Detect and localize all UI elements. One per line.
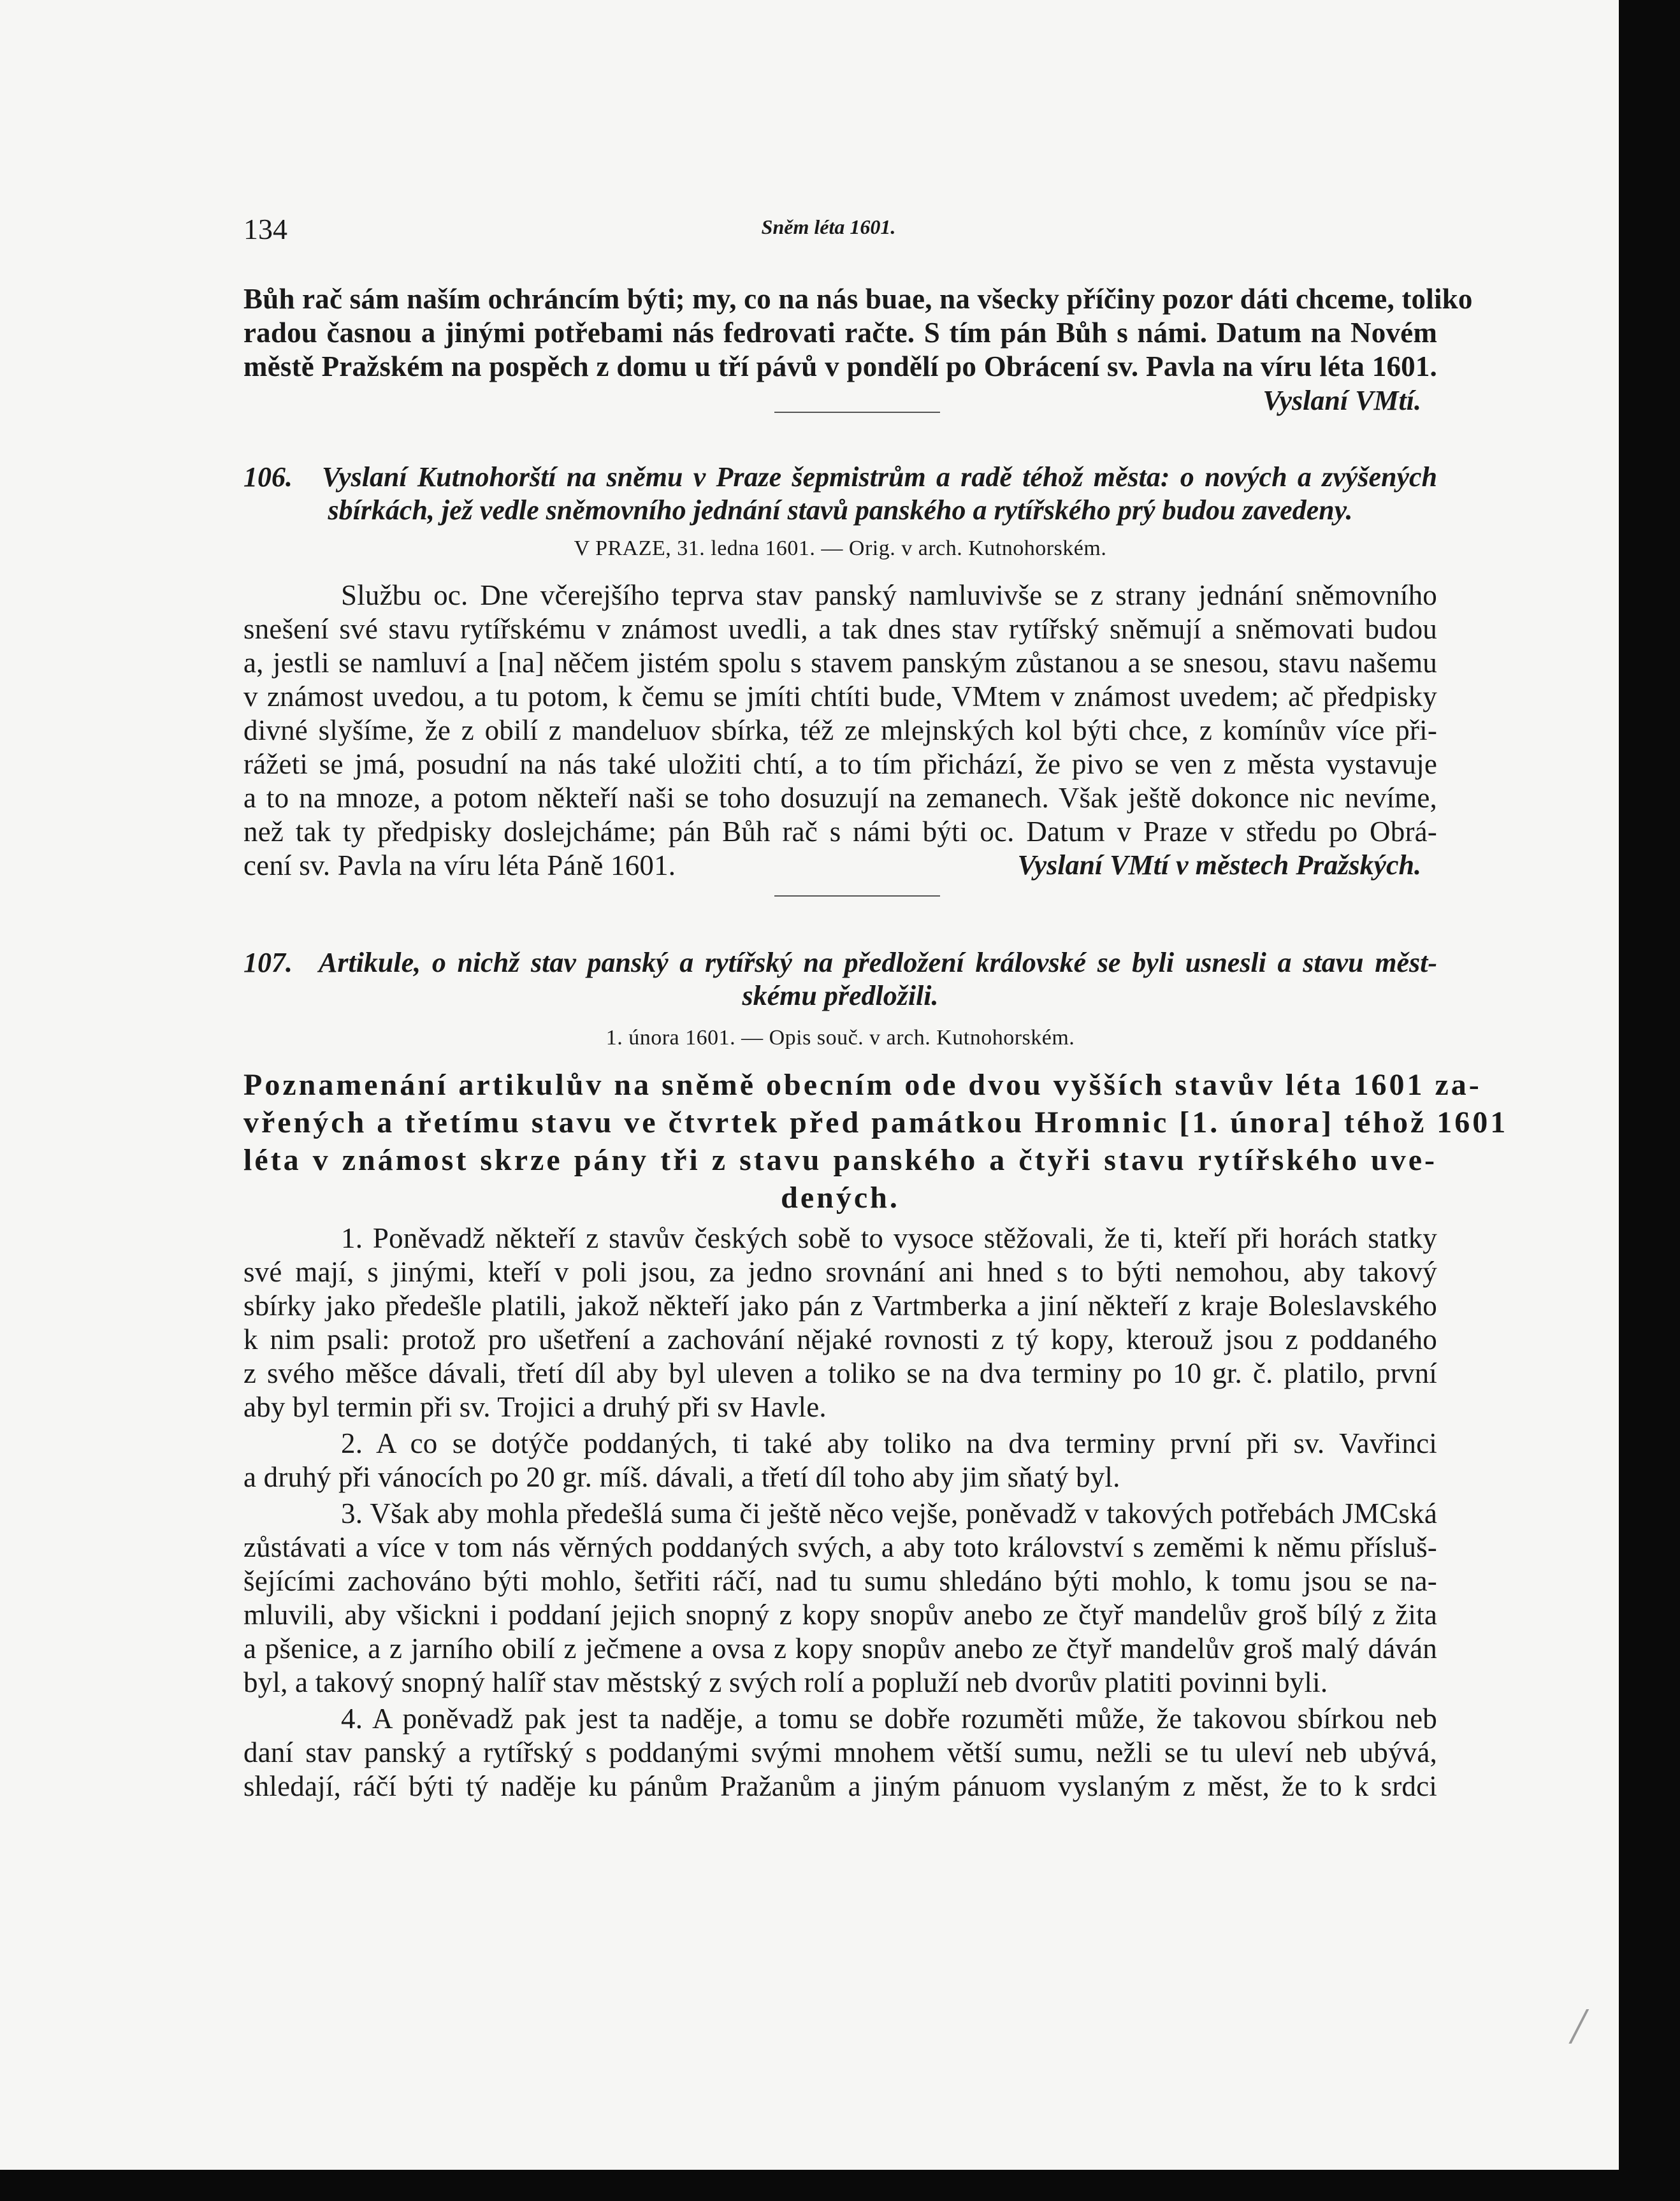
document-heading: sbírkách, jež vedle sněmovního jednání stavů panského a rytířského prý budou zavedeny. — [328, 494, 1353, 526]
document-heading: Vyslaní Kutnohorští na sněmu v Praze šepmistrům a radě téhož města: o nových a zvýšených — [322, 461, 1437, 493]
signature: Vyslaní VMtí. — [1263, 385, 1421, 416]
running-title: Sněm léta 1601. — [761, 215, 896, 238]
text-line: shledají, ráčí býti tý naděje ku pánům Pražanům a jiným pánuom vyslaným z měst, že to k srdci — [243, 1770, 1437, 1802]
articles-title: léta v známost skrze pány tři z stavu panského a čtyři stavu rytířského uve- — [243, 1143, 1437, 1177]
text-line: Bůh rač sám naším ochráncím býti; my, co na nás buae, na všecky příčiny pozor dáti chceme, toliko — [243, 283, 1473, 315]
text-line: městě Pražském na pospěch z domu u tří pávů v pondělí po Obrácení sv. Pavla na víru léta 1601. — [243, 350, 1437, 382]
text-line: byl, a takový snopný halíř stav městský z svých rolí a popluží neb dvorův platiti povinni byli. — [243, 1666, 1328, 1698]
text-line: šejícími zachováno býti mohlo, šetřiti ráčí, nad tu sumu shledáno býti mohlo, k tomu jsou se na- — [243, 1565, 1437, 1597]
text-line: a to na mnoze, a potom někteří naši se toho dosuzují na zemanech. Však ještě dokonce nic nevíme, — [243, 782, 1437, 814]
text-line: daní stav panský a rytířský s poddanými svými mnohem větší sumu, nežli se tu uleví neb ubývá, — [243, 1736, 1437, 1768]
text-line: mluvili, aby všickni i poddaní jejich snopný z kopy snopův anebo ze čtyř mandelův groš bílý z žita — [243, 1599, 1437, 1631]
text-line: divné slyšíme, že z obilí z mandeluov sbírka, též ze mlejnských kol býti chce, z komínův více při- — [243, 714, 1437, 746]
document-number: 107. — [243, 947, 293, 978]
text-line: rážeti se jmá, posudní na nás také uložiti chtí, a to tím přichází, že pivo se ven z města vystavuje — [243, 748, 1437, 780]
page-number: 134 — [243, 213, 287, 245]
text-line: a pšenice, a z jarního obilí z ječmene a ovsa z kopy snopův anebo ze čtyř mandelův groš malý dáván — [243, 1633, 1437, 1664]
articles-title: vřených a třetímu stavu ve čtvrtek před památkou Hromnic [1. února] téhož 1601 — [243, 1106, 1509, 1139]
text-line: 1. Poněvadž někteří z stavův českých sobě to vysoce stěžovali, že ti, kteří při horách statky — [341, 1222, 1437, 1254]
text-line: v známost uvedou, a tu potom, k čemu se jmíti chtíti bude, VMtem v známost uvedem; ač předpisky — [243, 681, 1437, 712]
document-dating: 1. února 1601. — Opis souč. v arch. Kutnohorském. — [605, 1026, 1075, 1050]
text-line: 2. A co se dotýče poddaných, ti také aby toliko na dva terminy první při sv. Vavřinci — [341, 1427, 1437, 1459]
text-line: aby byl termin při sv. Trojici a druhý při sv Havle. — [243, 1391, 827, 1423]
section-divider — [774, 895, 940, 897]
pencil-mark: / — [1571, 1998, 1586, 2054]
document-number: 106. — [243, 461, 293, 493]
articles-title: Poznamenání artikulův na sněmě obecním ode dvou vyšších stavův léta 1601 za- — [243, 1068, 1482, 1102]
text-line: k nim psali: protož pro ušetření a zachování nějaké rovnosti z tý kopy, kterouž jsou z poddaného — [243, 1324, 1437, 1355]
text-line: 4. A poněvadž pak jest ta naděje, a tomu se dobře rozuměti může, že takovou sbírkou neb — [341, 1703, 1437, 1735]
text-line: 3. Však aby mohla předešlá suma či ještě něco vejše, poněvadž v takových potřebách JMCská — [341, 1497, 1437, 1529]
text-line: sbírky jako předešle platili, jakož někteří jako pán z Vartmberka a jiní někteří z kraje Boleslavského — [243, 1290, 1437, 1322]
text-line: než tak ty předpisky doslejcháme; pán Bůh rač s námi býti oc. Datum v Praze v středu po Obrá- — [243, 816, 1437, 848]
text-line: radou časnou a jinými potřebami nás fedrovati račte. S tím pán Bůh s námi. Datum na Novém — [243, 317, 1437, 349]
signature: Vyslaní VMtí v městech Pražských. — [1017, 849, 1421, 881]
articles-title: dených. — [781, 1181, 900, 1215]
document-dating: V PRAZE, 31. ledna 1601. — Orig. v arch. Kutnohorském. — [574, 537, 1107, 560]
text-line: a druhý při vánocích po 20 gr. míš. dávali, a třetí díl toho aby jim sňatý byl. — [243, 1461, 1120, 1493]
document-heading: skému předložili. — [742, 980, 939, 1011]
text-line: snešení své stavu rytířskému v známost uvedli, a tak dnes stav rytířský sněmují a sněmovati budou — [243, 613, 1437, 645]
text-line: a, jestli se namluví a [na] něčem jistém spolu s stavem panským zůstanou a se snesou, stavu našemu — [243, 647, 1437, 679]
text-line: z svého měšce dávali, třetí díl aby byl uleven a toliko se na dva terminy po 10 gr. č. platilo, první — [243, 1357, 1437, 1389]
text-line: Službu oc. Dne včerejšího teprva stav panský namluvivše se z strany jednání sněmovního — [341, 579, 1437, 611]
document-heading: Artikule, o nichž stav panský a rytířský na předložení královské se byli usnesli a stavu měst- — [319, 947, 1437, 978]
text-line: cení sv. Pavla na víru léta Páně 1601. — [243, 849, 676, 881]
section-divider — [774, 412, 940, 413]
text-line: zůstávati a více v tom nás věrných poddaných svých, a aby toto království s zeměmi k němu přísluš- — [243, 1531, 1437, 1563]
text-line: své mají, s jinými, kteří v poli jsou, za jedno srovnání ani hned s to býti nemohou, aby takový — [243, 1256, 1437, 1288]
